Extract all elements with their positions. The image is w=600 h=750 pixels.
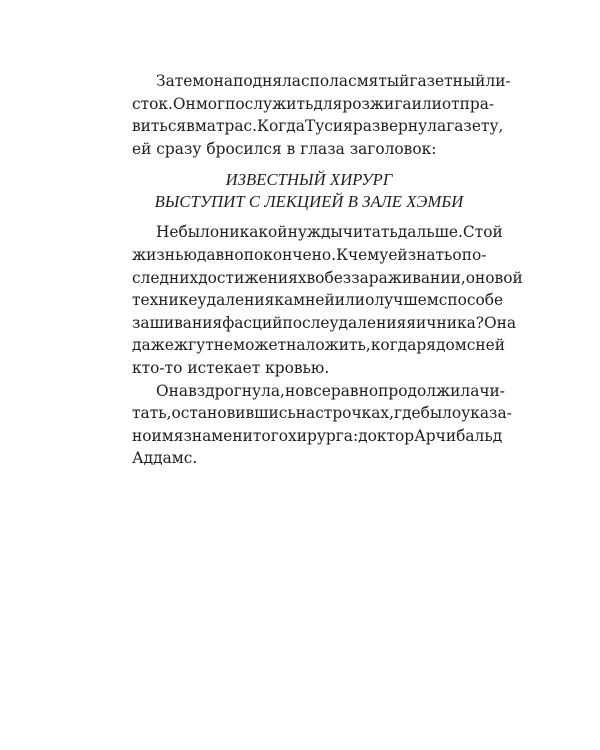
paragraph-after-1 — [132, 221, 523, 379]
text-line: даже жгут не может наложить, когда рядом с ней — [132, 336, 505, 355]
text-line: но имя знаменитого хирурга: доктор Арчибальд — [132, 426, 503, 445]
text-line: следних достижениях в обеззараживании, о новой — [132, 268, 523, 287]
text-line: Она вздрогнула, но все равно продолжила чи- — [156, 381, 506, 400]
newspaper-headline — [132, 169, 486, 212]
paragraphs-after — [132, 221, 523, 470]
book-page — [132, 70, 523, 470]
text-line: ей сразу бросился в глаза заголовок: — [132, 139, 437, 158]
text-line: сток. Он мог послужить для розжига или отпра- — [132, 94, 495, 113]
text-line: тать, остановившись на строчках, где было указа- — [132, 404, 512, 423]
paragraph-1 — [132, 70, 511, 160]
headline-line-1: ИЗВЕСТНЫЙ ХИРУРГ — [225, 170, 393, 190]
text-line: виться в матрас. Когда Тусия развернула газету, — [132, 117, 504, 136]
text-line: зашивания фасций после удаления яичника? Она — [132, 313, 517, 332]
text-line: технике удаления камней или о лучшем способе — [132, 291, 504, 310]
text-line: жизнью давно покончено. К чему ей знать о по- — [132, 245, 487, 264]
text-line: Аддамс. — [132, 449, 198, 468]
headline-line-2: ВЫСТУПИТ С ЛЕКЦИЕЙ В ЗАЛЕ ХЭМБИ — [154, 191, 464, 211]
text-line: Затем она подняла с пола смятый газетный ли- — [156, 72, 511, 90]
text-line: кто-то истекает кровью. — [132, 358, 330, 377]
paragraph-before-1 — [132, 70, 511, 160]
text-line: Не было никакой нужды читать дальше. С той — [156, 223, 503, 242]
paragraph-after-2 — [132, 380, 512, 470]
